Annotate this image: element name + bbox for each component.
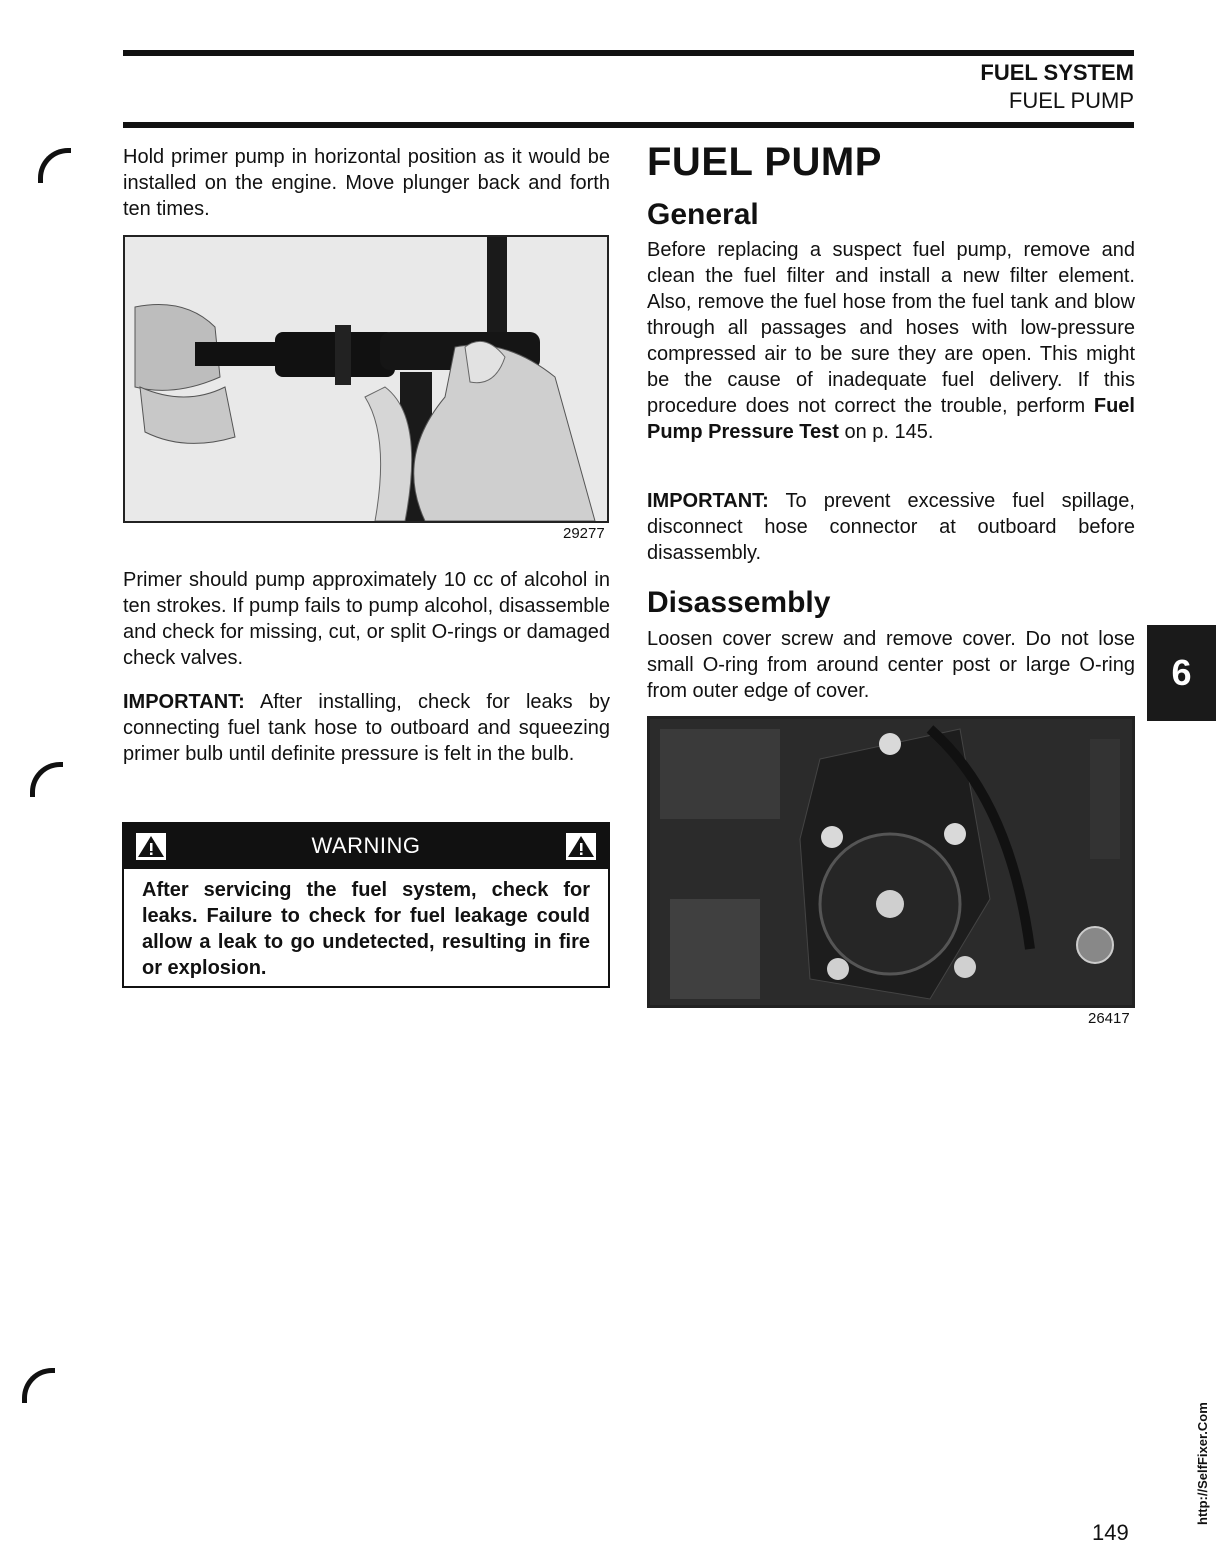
- general-text-1: Before replacing a suspect fuel pump, remove and clean the fuel filter and install a new filter element. Also, remove the fuel hose from the fuel tank and blow through all passages and hoses with low-pressure compressed air to be sure they are open. This might be the cause of inadequate fuel delivery. If this procedure does not correct the trouble, perform: [647, 239, 1135, 417]
- important-label: IMPORTANT:: [123, 691, 245, 713]
- warning-label: WARNING: [311, 833, 421, 858]
- binder-hole-mark: [30, 762, 63, 797]
- intro-paragraph: Hold primer pump in horizontal position as it would be installed on the engine. Move plunger back and forth ten times.: [123, 146, 610, 220]
- warning-triangle-icon: [566, 833, 596, 860]
- important-text: After installing, check for leaks by connecting fuel tank hose to outboard and squeezing primer bulb until definite pressure is felt in the bulb.: [123, 691, 611, 765]
- warning-box: [122, 822, 610, 988]
- header-subsection: FUEL PUMP: [1008, 88, 1134, 113]
- figure-1-number: 29277: [563, 525, 605, 542]
- side-url: http://SelfFixer.Com: [1195, 1402, 1210, 1525]
- header-section: FUEL SYSTEM: [980, 60, 1134, 85]
- disassembly-heading: Disassembly: [647, 586, 831, 619]
- chapter-tab: 6: [1147, 625, 1216, 721]
- pressure-test-reference: Fuel Pump Pressure Test: [647, 395, 1135, 443]
- primer-pump-illustration: [125, 237, 607, 521]
- page-title: FUEL PUMP: [647, 140, 882, 184]
- binder-hole-mark: [22, 1368, 55, 1403]
- important-text: To prevent excessive fuel spillage, disconnect hose connector at outboard before disassembly.: [647, 490, 1135, 564]
- fuel-pump-illustration: [650, 719, 1132, 1005]
- important-note-right: [647, 488, 1135, 566]
- binder-hole-mark: [38, 148, 71, 183]
- general-paragraph: [647, 237, 1135, 445]
- primer-pump-photo: [123, 235, 609, 523]
- header-bottom-rule: [123, 122, 1134, 128]
- figure-2-number: 26417: [1088, 1010, 1130, 1027]
- warning-text: After servicing the fuel system, check for leaks. Failure to check for fuel leakage could allow a leak to go undetected, resulting in fire or explosion.: [142, 879, 590, 979]
- important-note-left: [123, 689, 610, 767]
- header-top-rule: [123, 50, 1134, 56]
- important-label: IMPORTANT:: [647, 490, 769, 512]
- page-number: 149: [1092, 1520, 1129, 1545]
- fuel-pump-photo: [647, 716, 1135, 1008]
- warning-header: [124, 824, 608, 869]
- disassembly-paragraph: Loosen cover screw and remove cover. Do not lose small O-ring from around center post or large O-ring from outer edge of cover.: [647, 628, 1135, 702]
- primer-paragraph: Primer should pump approximately 10 cc of alcohol in ten strokes. If pump fails to pump alcohol, disassemble and check for missing, cut, or split O-rings or damaged check valves.: [123, 569, 610, 669]
- general-heading: General: [647, 198, 759, 231]
- general-text-2: on p. 145.: [838, 421, 934, 443]
